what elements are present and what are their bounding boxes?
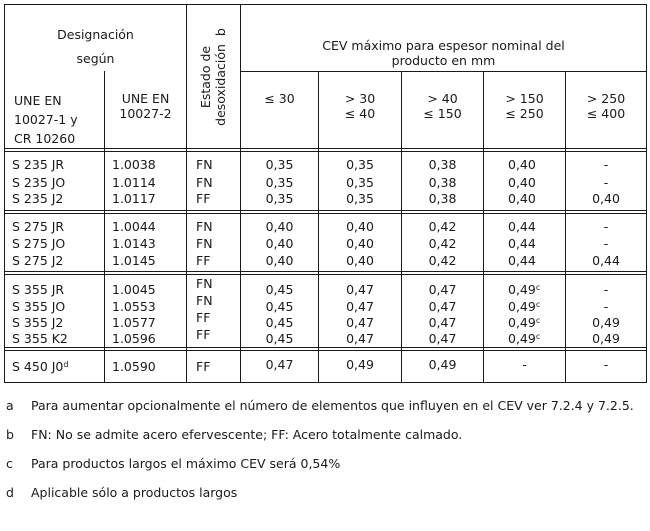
cev-value: 0,49 (508, 315, 536, 330)
number-cell: 1.0038 (112, 157, 156, 172)
footnote-text: Aplicable sólo a productos largos (31, 485, 238, 500)
grade-cell: S 275 J2 (12, 253, 64, 268)
cev-cell: 0,40 (265, 236, 294, 251)
cev-cell: - (603, 157, 609, 172)
header-designacion: Designación (57, 27, 134, 42)
cev-cell: 0,47 (428, 282, 457, 297)
cev-cell: 0,47 (346, 315, 374, 330)
footnote-ref-c: c (535, 283, 541, 292)
header-range-40-150: > 40 ≤ 150 (423, 91, 462, 121)
table-border-right (646, 4, 647, 383)
cev-value: 0,49 (508, 331, 536, 346)
cev-cell: 0,40 (508, 157, 536, 172)
cev-cell: 0,40 (508, 175, 536, 190)
group-separator-line (4, 350, 647, 351)
cev-cell: 0,35 (346, 157, 374, 172)
deox-cell: FF (196, 310, 211, 325)
grade-cell: S 355 K2 (12, 331, 68, 346)
header-range-le30: ≤ 30 (264, 91, 295, 106)
cev-cell: 0,47 (428, 315, 457, 330)
group-separator-line (4, 213, 647, 214)
cev-cell: 0,40 (346, 236, 374, 251)
cev-cell: 0,44 (508, 236, 536, 251)
footnote-ref-c: c (535, 300, 541, 309)
cev-cell: 0,44 (508, 253, 536, 268)
cev-cell: 0,47 (346, 299, 374, 314)
number-cell: 1.0045 (112, 282, 156, 297)
number-cell: 1.0596 (112, 331, 156, 346)
number-cell: 1.0577 (112, 315, 156, 330)
grade-cell-with-note (12, 359, 68, 374)
cev-cell: 0,40 (592, 191, 620, 206)
cev-cell: 0,49 (592, 331, 620, 346)
grade-cell: S 355 JR (12, 282, 65, 297)
deox-cell: FF (196, 359, 211, 374)
cev-cell: 0,38 (428, 175, 457, 190)
cev-cell: 0,40 (346, 219, 374, 234)
deox-cell: FF (196, 327, 211, 342)
cev-cell: 0,44 (592, 253, 620, 268)
cev-cell: 0,35 (265, 157, 294, 172)
footnote-mark: b (6, 427, 14, 442)
grade-cell: S 235 J2 (12, 191, 64, 206)
group-separator-line (4, 347, 647, 348)
cev-cell: 0,45 (265, 282, 294, 297)
grade-cell: S 235 JR (12, 157, 65, 172)
cev-cell: 0,45 (265, 299, 294, 314)
cev-cell: 0,35 (346, 175, 374, 190)
deox-cell: FN (196, 157, 213, 172)
cev-cell: 0,47 (265, 357, 294, 372)
grade-cell: S 235 JO (12, 175, 66, 190)
header-une-10027-1: UNE EN 10027-1 y CR 10260 (14, 93, 78, 146)
number-cell: 1.0044 (112, 219, 156, 234)
number-cell: 1.0590 (112, 359, 156, 374)
cev-cell: 0,38 (428, 157, 457, 172)
footnote-ref-d: d (63, 360, 69, 369)
cev-cell: 0,47 (428, 299, 457, 314)
cev-cell: 0,49 (428, 357, 457, 372)
cev-cell: 0,44 (508, 219, 536, 234)
deox-cell: FN (196, 236, 213, 251)
group-separator-line (4, 274, 647, 275)
cev-cell: 0,42 (428, 236, 457, 251)
group-separator-line (4, 151, 647, 152)
grade-cell: S 355 JO (12, 299, 66, 314)
cev-cell-with-note (508, 331, 540, 346)
group-separator-line (4, 210, 647, 211)
grade-cell: S 275 JR (12, 219, 65, 234)
header-range-250-400: > 250 ≤ 400 (586, 91, 626, 121)
table-border-bottom (4, 382, 647, 383)
cev-value: 0,49 (508, 282, 536, 297)
table-border-top (4, 4, 647, 5)
cev-cell: 0,45 (265, 331, 294, 346)
footnote-ref-c: c (535, 316, 541, 325)
cev-cell-with-note (508, 315, 540, 330)
cev-cell: - (603, 236, 609, 251)
group-separator-line (4, 271, 647, 272)
deox-cell: FN (196, 219, 213, 234)
cev-cell-with-note (508, 299, 540, 314)
header-estado-desoxidacion: Estado de desoxidación b (198, 28, 228, 126)
cev-cell: 0,49 (592, 315, 620, 330)
cev-cell: 0,42 (428, 253, 457, 268)
cev-cell: 0,40 (265, 253, 294, 268)
cev-cell: 0,35 (265, 191, 294, 206)
deox-cell: FN (196, 293, 213, 308)
deox-cell: FN (196, 276, 213, 291)
cev-cell: - (603, 282, 609, 297)
cev-cell: 0,49 (346, 357, 374, 372)
cev-cell: 0,38 (428, 191, 457, 206)
number-cell: 1.0117 (112, 191, 156, 206)
column-divider (186, 4, 187, 383)
cev-cell: - (603, 219, 609, 234)
header-une-10027-2: UNE EN 10027-2 (119, 91, 172, 121)
header-segun: según (76, 51, 115, 66)
cev-cell: 0,35 (346, 191, 374, 206)
cev-cell: 0,35 (265, 175, 294, 190)
footnote-text: Para aumentar opcionalmente el número de elementos que influyen en el CEV ver 7.2.4 y 7.2.5. (31, 398, 634, 413)
deox-cell: FN (196, 175, 213, 190)
header-subdivider (240, 71, 647, 72)
header-range-150-250: > 150 ≤ 250 (505, 91, 544, 121)
cev-cell: 0,45 (265, 315, 294, 330)
header-producto: producto en mm (391, 53, 496, 68)
cev-cell: - (603, 175, 609, 190)
cev-cell: 0,42 (428, 219, 457, 234)
cev-cell: 0,40 (265, 219, 294, 234)
grade-cell: S 275 JO (12, 236, 66, 251)
cev-cell: 0,40 (346, 253, 374, 268)
deox-cell: FF (196, 253, 211, 268)
footnote-text: Para productos largos el máximo CEV será 0,54% (31, 456, 341, 471)
footnote-mark: d (6, 485, 14, 500)
footnote-ref-c: c (535, 332, 541, 341)
cev-cell: - (603, 357, 609, 372)
header-range-30-40: > 30 ≤ 40 (344, 91, 376, 121)
cev-cell: 0,47 (346, 282, 374, 297)
footnote-mark: c (6, 456, 13, 471)
number-cell: 1.0143 (112, 236, 156, 251)
footnote-mark: a (6, 398, 14, 413)
group-separator-line (4, 148, 647, 149)
number-cell: 1.0553 (112, 299, 156, 314)
grade-value: S 450 J0 (12, 359, 64, 374)
cev-cell: 0,40 (508, 191, 536, 206)
cev-value: 0,49 (508, 299, 536, 314)
footnote-text: FN: No se admite acero efervescente; FF: Acero totalmente calmado. (31, 427, 463, 442)
cev-cell: - (603, 299, 609, 314)
cev-cell: - (522, 357, 527, 372)
cev-cell: 0,47 (346, 331, 374, 346)
cev-cell: 0,47 (428, 331, 457, 346)
cev-cell-with-note (508, 282, 540, 297)
number-cell: 1.0145 (112, 253, 156, 268)
deox-cell: FF (196, 191, 211, 206)
header-cev-title: CEV máximo para espesor nominal del (322, 38, 565, 53)
number-cell: 1.0114 (112, 175, 156, 190)
grade-cell: S 355 J2 (12, 315, 64, 330)
